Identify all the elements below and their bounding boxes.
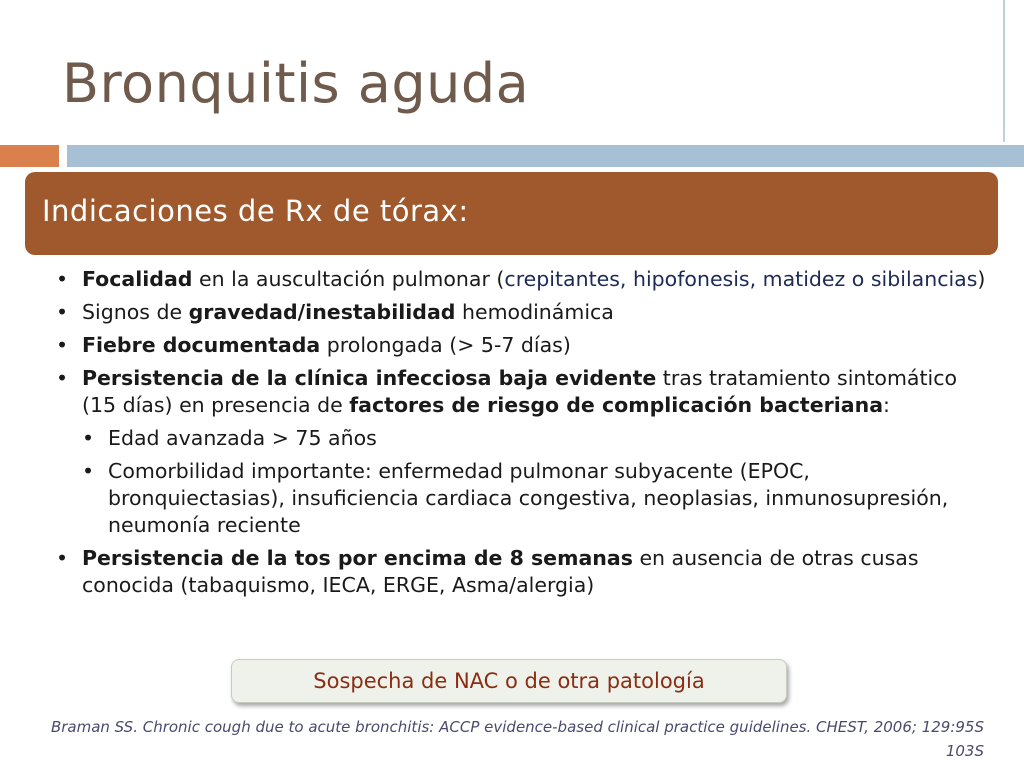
- bullet-bold-text: Focalidad: [82, 267, 193, 291]
- bullet-icon: •: [56, 300, 69, 324]
- accent-bar-orange: [0, 145, 59, 167]
- bullet-text: prolongada (> 5-7 días): [320, 333, 571, 357]
- sub-list-item: [82, 425, 986, 452]
- list-item: [56, 299, 986, 326]
- sub-list-item: [82, 458, 986, 539]
- decorative-vertical-rule: [1003, 0, 1005, 142]
- sub-bullet-text: Comorbilidad importante: enfermedad pulmonar subyacente (EPOC, bronquiectasias), insuficiencia cardiaca congestiva, neoplasias, inmunosupresión, neumonía reciente: [108, 459, 949, 537]
- list-item: [56, 545, 986, 599]
- sub-bullet-text: Edad avanzada > 75 años: [108, 426, 377, 450]
- list-item: [56, 332, 986, 359]
- bullet-bold-text: factores de riesgo de complicación bacteriana: [349, 393, 884, 417]
- bullet-list: [56, 266, 986, 605]
- list-item: [56, 365, 986, 539]
- conclusion-callout: Sospecha de NAC o de otra patología: [231, 659, 787, 703]
- reference-citation: Braman SS. Chronic cough due to acute bronchitis: ACCP evidence-based clinical practice guidelines. CHEST, 2006; 129:95S 103S: [50, 718, 984, 760]
- sub-bullet-list: [82, 425, 986, 539]
- bullet-bold-text: Persistencia de la clínica infecciosa baja evidente: [82, 366, 657, 390]
- accent-bar-blue: [67, 145, 1024, 167]
- bullet-icon: •: [56, 333, 69, 357]
- slide-title: Bronquitis aguda: [62, 52, 530, 115]
- bullet-icon: •: [56, 366, 69, 390]
- section-header-text: Indicaciones de Rx de tórax:: [42, 194, 469, 228]
- bullet-text: :: [883, 393, 890, 417]
- bullet-text: hemodinámica: [455, 300, 614, 324]
- bullet-text: en ausencia de otras cusas conocida (tabaquismo, IECA, ERGE, Asma/alergia): [82, 546, 919, 597]
- section-header-box: [25, 172, 998, 255]
- bullet-text: tras tratamiento sintomático (15 días) en presencia de: [82, 366, 958, 417]
- bullet-highlight-text: crepitantes, hipofonesis, matidez o sibilancias: [504, 267, 978, 291]
- bullet-icon: •: [56, 546, 69, 570]
- bullet-text: en la auscultación pulmonar (: [192, 267, 505, 291]
- bullet-bold-text: gravedad/inestabilidad: [188, 300, 456, 324]
- list-item: [56, 266, 986, 293]
- bullet-icon: •: [82, 459, 95, 483]
- bullet-text: Signos de: [82, 300, 189, 324]
- bullet-bold-text: Persistencia de la tos por encima de 8 semanas: [82, 546, 633, 570]
- bullet-text: ): [977, 267, 986, 291]
- bullet-bold-text: Fiebre documentada: [82, 333, 321, 357]
- bullet-icon: •: [56, 267, 69, 291]
- bullet-icon: •: [82, 426, 95, 450]
